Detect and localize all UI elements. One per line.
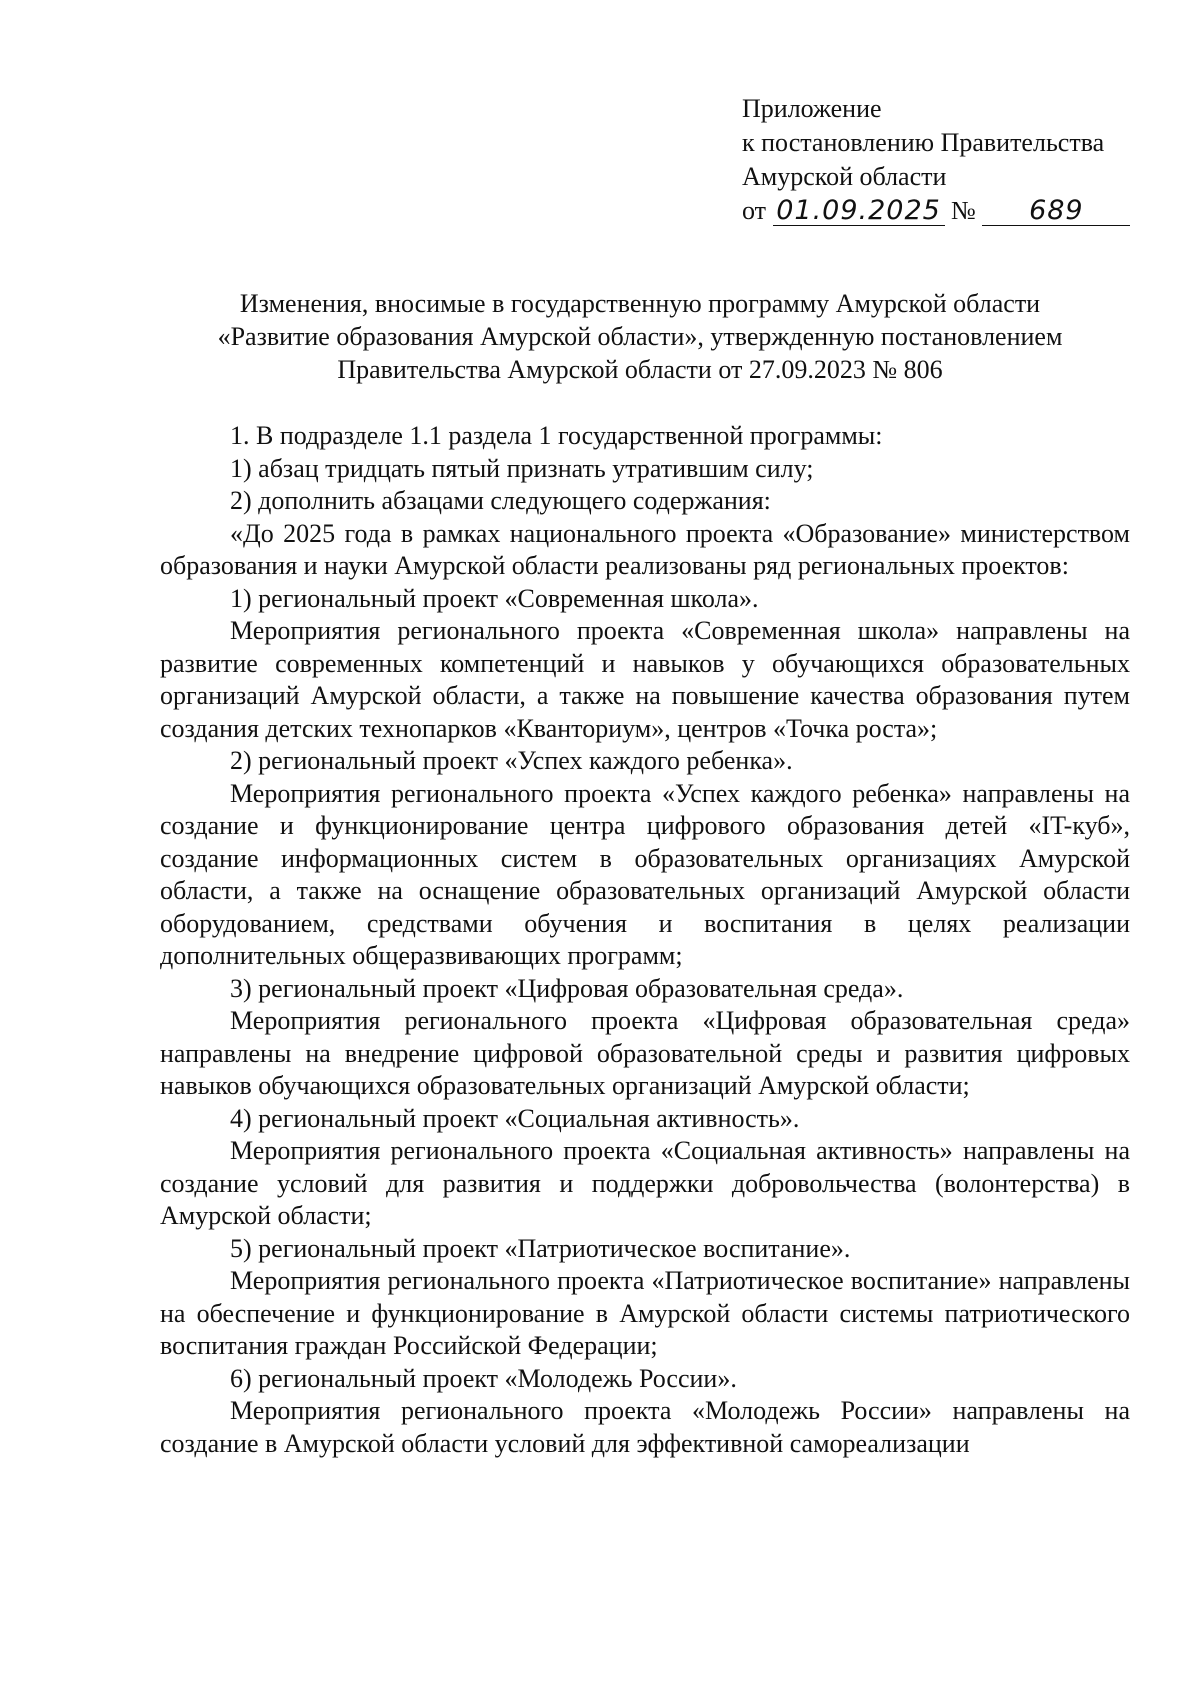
paragraph: 1. В подразделе 1.1 раздела 1 государственной программы:	[230, 421, 883, 450]
appendix-region: Амурской области	[742, 162, 947, 191]
title-line-2: «Развитие образования Амурской области», утвержденную постановлением	[217, 322, 1063, 351]
document-body	[160, 420, 1130, 1460]
number-sign: №	[951, 196, 976, 225]
appendix-block	[742, 92, 1162, 228]
paragraph: Мероприятия регионального проекта «Социальная активность» направлены на создание условий для развития и поддержки добровольчества (волонтерства) в Амурской области;	[160, 1136, 1130, 1230]
paragraph: 4) региональный проект «Социальная активность».	[230, 1103, 800, 1133]
paragraph: 2) региональный проект «Успех каждого ребенка».	[230, 746, 793, 775]
title-line-3: Правительства Амурской области от 27.09.2023 № 806	[337, 355, 943, 384]
handwritten-date: 01.09.2025	[776, 195, 941, 226]
number-field	[982, 197, 1130, 226]
paragraph: 1) абзац тридцать пятый признать утратившим силу;	[230, 453, 814, 483]
paragraph: 1) региональный проект «Современная школа».	[230, 583, 759, 613]
paragraph: 6) региональный проект «Молодежь России».	[230, 1363, 737, 1393]
paragraph: Мероприятия регионального проекта «Патриотическое воспитание» направлены на обеспечение и функционирование в Амурской области системы патриотического воспитания граждан Российской Федерации;	[160, 1266, 1130, 1360]
handwritten-number: 689	[1029, 195, 1084, 226]
paragraph: 5) региональный проект «Патриотическое воспитание».	[230, 1233, 851, 1263]
date-field	[773, 197, 945, 226]
paragraph: Мероприятия регионального проекта «Современная школа» направлены на развитие современных компетенций и навыков у обучающихся образовательных организаций Амурской области, а также на повышение качества образования путем создания детских технопарков «Кванториум», центров «Точка роста»;	[160, 616, 1130, 743]
appendix-reference: к постановлению Правительства	[742, 128, 1105, 157]
paragraph: 3) региональный проект «Цифровая образовательная среда».	[230, 973, 904, 1003]
paragraph: 2) дополнить абзацами следующего содержания:	[230, 486, 771, 515]
paragraph: Мероприятия регионального проекта «Молодежь России» направлены на создание в Амурской области условий для эффективной самореализации	[160, 1396, 1130, 1458]
paragraph: Мероприятия регионального проекта «Успех каждого ребенка» направлены на создание и функционирование центра цифрового образования детей «IT-куб», создание информационных систем в образовательных организациях Амурской области, а также на оснащение образовательных организаций Амурской области оборудованием, средствами обучения и воспитания в целях реализации дополнительных общеразвивающих программ;	[160, 778, 1130, 970]
title-line-1: Изменения, вносимые в государственную программу Амурской области	[239, 289, 1041, 318]
document-title	[160, 287, 1120, 386]
appendix-date-number-line	[742, 194, 1162, 228]
date-prefix: от	[742, 196, 767, 225]
paragraph: Мероприятия регионального проекта «Цифровая образовательная среда» направлены на внедрение цифровой образовательной среды и развития цифровых навыков обучающихся образовательных организаций Амурской области;	[160, 1006, 1130, 1100]
paragraph: «До 2025 года в рамках национального проекта «Образование» министерством образования и науки Амурской области реализованы ряд региональных проектов:	[160, 518, 1130, 580]
appendix-label: Приложение	[742, 94, 882, 123]
